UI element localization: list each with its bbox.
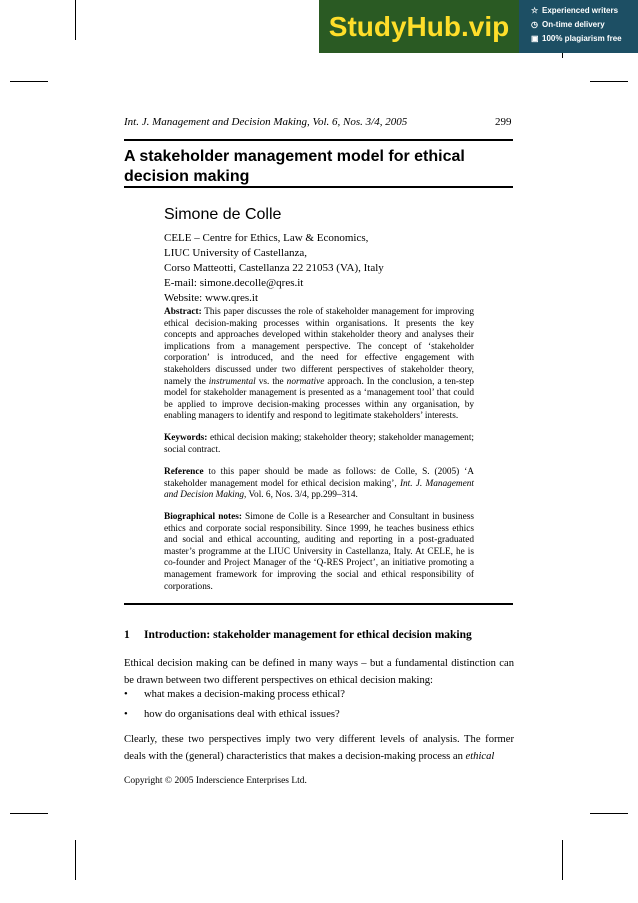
reference-label: Reference (164, 467, 204, 477)
page-number: 299 (495, 116, 512, 128)
crop-mark (10, 813, 48, 814)
section-heading (124, 629, 472, 641)
clock-icon: ◷ (531, 20, 538, 29)
journal-citation: Int. J. Management and Decision Making, Vol. 6, Nos. 3/4, 2005 (124, 116, 408, 128)
section-title: Introduction: stakeholder management for ethical decision making (144, 629, 472, 641)
affiliation-website: Website: www.qres.it (164, 292, 259, 304)
watermark-banner (319, 0, 638, 53)
author-name: Simone de Colle (164, 206, 282, 223)
body-paragraph: Ethical decision making can be defined in many ways – but a fundamental distinction can be drawn between two different perspectives on ethical decision making: (124, 658, 514, 686)
crop-mark (10, 81, 48, 82)
badge-list (519, 0, 638, 53)
abstract: Abstract: This paper discusses the role of stakeholder management for improving ethical decision-making processes within organisations. It presents the key concepts and approaches developed within stakeholder theory and analyses their implications from a management perspective. The concept of ‘stakeholder corporation’ is introduced, and the need for effective engagement with stakeholders discussed under two different perspectives of stakeholder theory, namely the instrumental vs. the normative approach. In the conclusion, a ten-step model for stakeholder management is presented as a ‘management tool’ that could be applied to improve decision-making processes within any organisation, by enabling managers to identify and respond to legitimate stakeholders’ interests. (164, 307, 474, 422)
copyright-notice: Copyright © 2005 Inderscience Enterprises Ltd. (124, 776, 307, 786)
author-affiliation (164, 231, 384, 306)
section-number: 1 (124, 629, 130, 641)
keywords: Keywords: ethical decision making; stakeholder theory; stakeholder management; social contract. (164, 433, 474, 455)
crop-mark (590, 813, 628, 814)
star-icon: ☆ (531, 6, 539, 15)
keywords-label: Keywords: (164, 433, 208, 443)
brand-logo: StudyHub.vip (319, 0, 519, 53)
bullet-icon: • (124, 689, 128, 700)
paper-title: A stakeholder management model for ethical decision making (124, 148, 465, 185)
bullet-icon: • (124, 709, 128, 720)
section-divider (124, 603, 513, 605)
title-rule-top (124, 139, 513, 141)
bio-label: Biographical notes: (164, 512, 242, 522)
body-paragraph: Clearly, these two perspectives imply two very different levels of analysis. The former deals with the (general) characteristics that makes a decision-making process an ethical (124, 734, 514, 762)
affiliation-line: CELE – Centre for Ethics, Law & Economics, (164, 232, 369, 244)
badge-item: ☆ Experienced writers (531, 4, 638, 18)
list-item: • how do organisations deal with ethical issues? (124, 709, 340, 720)
reference-note: Reference to this paper should be made as follows: de Colle, S. (2005) ‘A stakeholder management model for ethical decision making’, Int. J. Management and Decision Making, Vol. 6, Nos. 3/4, pp.299–314. (164, 467, 474, 501)
affiliation-email: E-mail: simone.decolle@qres.it (164, 277, 304, 289)
crop-mark (562, 840, 563, 880)
affiliation-line: Corso Matteotti, Castellanza 22 21053 (VA), Italy (164, 262, 384, 274)
document-icon: ▣ (531, 34, 539, 43)
crop-mark (75, 840, 76, 880)
crop-mark (590, 81, 628, 82)
title-rule-bottom (124, 186, 513, 188)
abstract-label: Abstract: (164, 307, 202, 317)
biographical-notes: Biographical notes: Simone de Colle is a Researcher and Consultant in business ethics and corporate social responsibility. Since 1999, he teaches business ethics and social and ethical accounting, auditing and reporting in a post-graduated master’s programme at the LIUC University in Castellanza, Italy. At CELE, he is co-founder and Project Manager of the ‘Q-RES Project’, an initiative promoting a management framework for improving the social and ethical responsibility of corporations. (164, 512, 475, 592)
list-item: • what makes a decision-making process ethical? (124, 689, 345, 700)
crop-mark (75, 0, 76, 40)
badge-item: ▣ 100% plagiarism free (531, 32, 638, 46)
badge-item: ◷ On-time delivery (531, 18, 638, 32)
affiliation-line: LIUC University of Castellanza, (164, 247, 307, 259)
